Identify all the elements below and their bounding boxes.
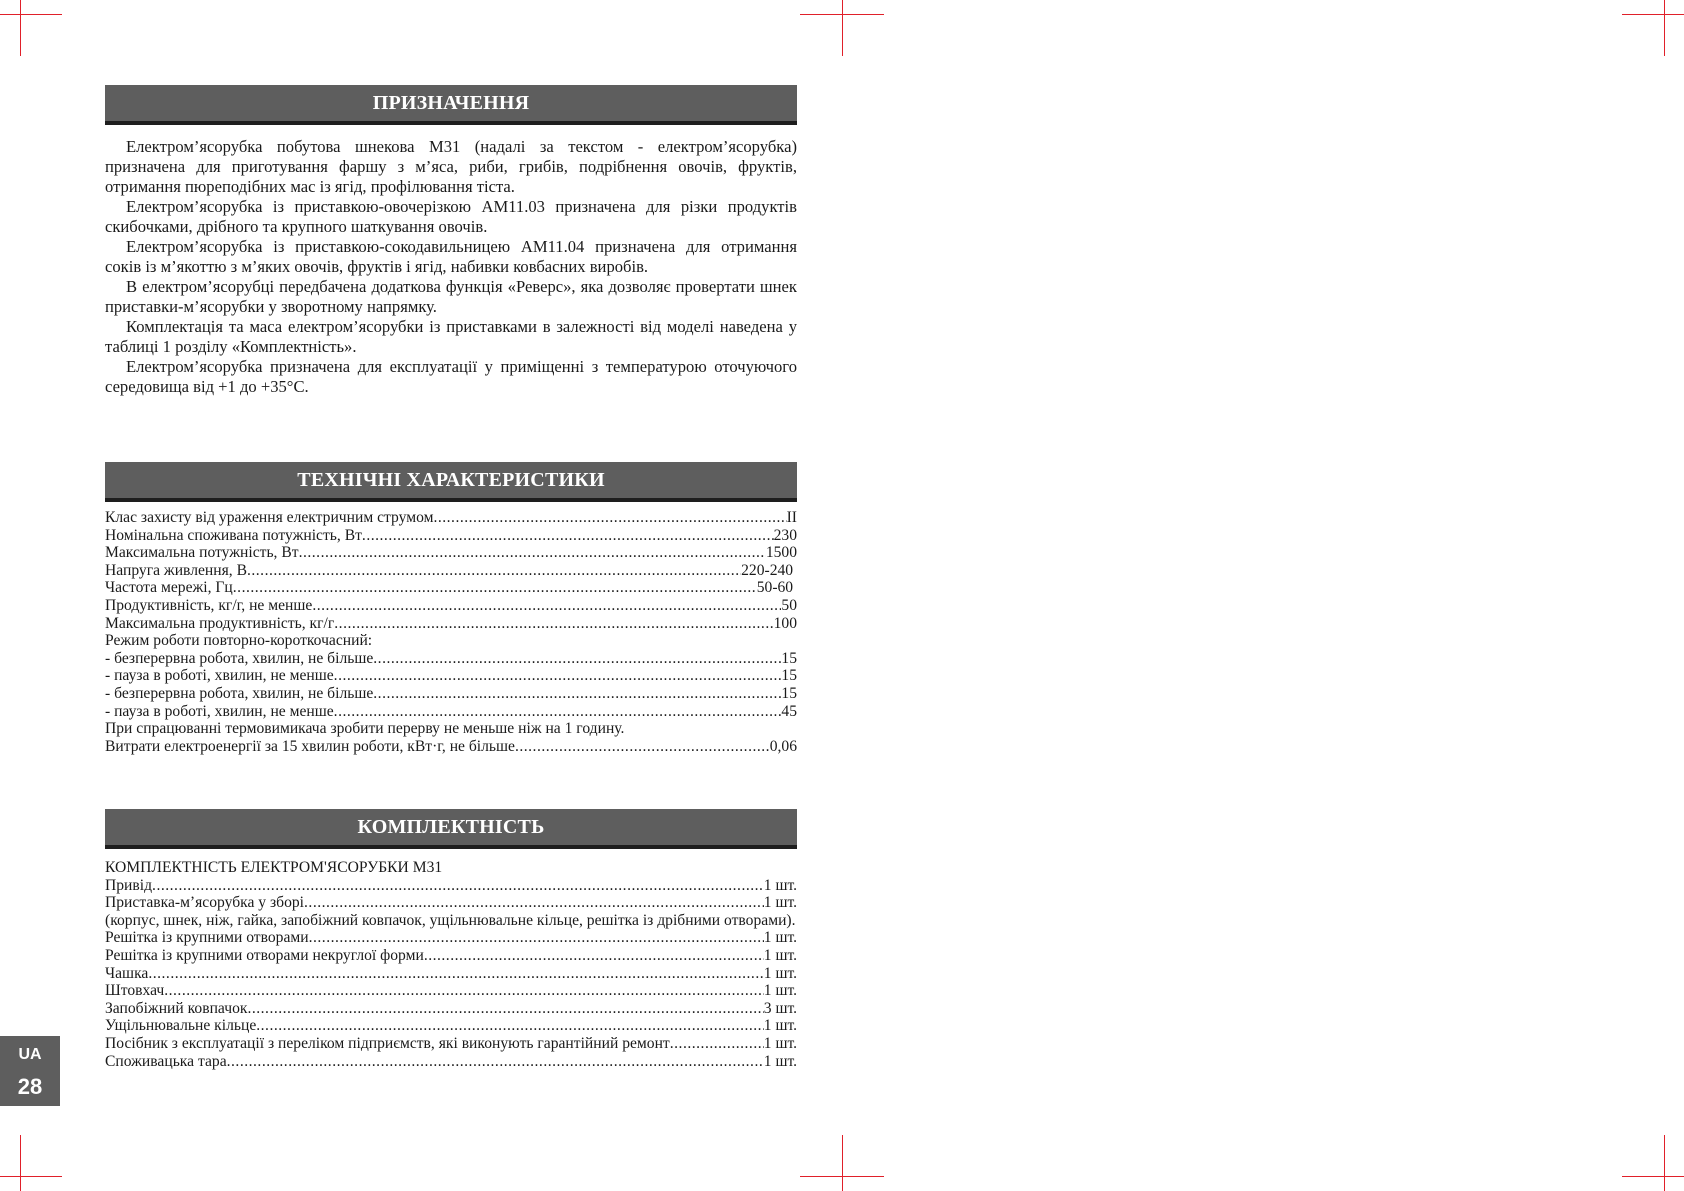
leader-dots [148, 965, 763, 983]
spec-value: 15 [781, 684, 797, 702]
leader-dots [299, 544, 766, 562]
section-header-completeness [105, 809, 797, 849]
spec-value: 50 [781, 596, 797, 614]
crop-mark [1622, 1176, 1684, 1177]
spec-value: 50-60 [756, 579, 797, 597]
item-label: Споживацька тара [105, 1052, 227, 1070]
purpose-text [105, 137, 797, 397]
spec-value: 230 [773, 526, 797, 544]
leader-dots [373, 685, 781, 703]
item-row [105, 982, 797, 1000]
leader-dots [256, 1017, 764, 1035]
item-label: Ущільнювальне кільце [105, 1017, 257, 1035]
paragraph: Електром’ясорубка із приставкою-сокодавильницею АМ11.04 призначена для отримання соків із м’якоттю з м’яких овочів, фруктів і ягід, набивки ковбасних виробів. [105, 237, 797, 276]
spec-row [105, 738, 797, 756]
item-label: Запобіжний ковпачок [105, 999, 248, 1017]
spec-row [105, 562, 797, 580]
section-title: КОМПЛЕКТНІСТЬ [357, 815, 545, 838]
spec-row [105, 685, 797, 703]
spec-label: Напруга живлення, В [105, 561, 247, 579]
leader-dots [424, 947, 764, 965]
item-qty: 1 шт. [763, 894, 797, 912]
leader-dots [152, 877, 764, 895]
leader-dots [247, 1000, 763, 1018]
spec-label: Витрати електроенергії за 15 хвилин роботи, кВт·г, не більше [105, 737, 515, 755]
crop-mark [1664, 1135, 1665, 1191]
item-row [105, 1017, 797, 1035]
language-label: UA [18, 1046, 42, 1063]
spec-value: 100 [773, 614, 797, 632]
item-label: Решітка із крупними отворами [105, 929, 309, 947]
item-row [105, 1053, 797, 1071]
item-qty: 1 шт. [763, 964, 797, 982]
spec-value: 45 [781, 702, 797, 720]
item-row [105, 894, 797, 912]
paragraph: Комплектація та маса електром’ясорубки із приставками в залежності від моделі наведена у таблиці 1 розділу «Комплектність». [105, 317, 797, 356]
leader-dots [670, 1035, 764, 1053]
spec-row [105, 650, 797, 668]
leader-dots [233, 579, 757, 597]
item-label: Штовхач [105, 982, 165, 1000]
item-label: Привід [105, 876, 153, 894]
item-qty: 3 шт. [763, 999, 797, 1017]
item-label: (корпус, шнек, ніж, гайка, запобіжний ковпачок, ущільнювальне кільце, решітка із дрібними отворами). [105, 911, 796, 929]
leader-dots [247, 562, 741, 580]
item-row [105, 929, 797, 947]
section-title: ПРИЗНАЧЕННЯ [372, 91, 530, 114]
crop-mark [842, 1135, 843, 1191]
leader-dots [334, 615, 773, 633]
leader-dots [334, 703, 782, 721]
item-label: Приставка-м’ясорубка у зборі [105, 894, 305, 912]
spec-label: Номінальна споживана потужність, Вт [105, 526, 362, 544]
spec-value: 0,06 [769, 737, 797, 755]
page-badge [0, 1036, 60, 1106]
leader-dots [362, 527, 774, 545]
item-label: Посібник з експлуатації з переліком підприємств, які виконують гарантійний ремонт [105, 1034, 670, 1052]
spec-row [105, 597, 797, 615]
completeness-list [105, 859, 797, 1070]
crop-mark [1622, 14, 1684, 15]
paragraph: В електром’ясорубці передбачена додаткова функція «Реверс», яка дозволяє провертати шнек приставки-м’ясорубки у зворотному напрямку. [105, 277, 797, 316]
paragraph: Електром’ясорубка призначена для експлуатації у приміщенні з температурою оточуючого середовища від +1 до +35°С. [105, 357, 797, 396]
section-header-specs [105, 462, 797, 502]
specs-list [105, 509, 797, 755]
spec-row [105, 544, 797, 562]
spec-label: При спрацюванні термовимикача зробити перерву не меньше ніж на 1 годину. [105, 720, 625, 738]
spec-row [105, 579, 797, 597]
spec-label: Продуктивність, кг/г, не менше [105, 596, 313, 614]
spec-label: - безперервна робота, хвилин, не більше [105, 684, 374, 702]
spec-label: Частота мережі, Гц [105, 579, 233, 597]
paragraph: Електром’ясорубка побутова шнекова М31 (надалі за текстом - електром’ясорубка) призначена для приготування фаршу з м’яса, риби, грибів, подрібнення овочів, фруктів, отримання пюреподібних мас із ягід, профілювання тіста. [105, 137, 797, 196]
item-qty: 1 шт. [763, 929, 797, 947]
section-title: ТЕХНІЧНІ ХАРАКТЕРИСТИКИ [297, 468, 605, 491]
crop-mark [20, 1135, 21, 1191]
item-label: Решітка із крупними отворами некруглої форми [105, 946, 424, 964]
leader-dots [433, 509, 786, 527]
spec-value: 15 [781, 667, 797, 685]
item-row [105, 912, 797, 930]
spec-value: 1500 [765, 544, 797, 562]
item-qty: 1 шт. [763, 1017, 797, 1035]
spec-label: - пауза в роботі, хвилин, не менше [105, 702, 334, 720]
item-row [105, 947, 797, 965]
spec-label: - пауза в роботі, хвилин, не менше [105, 667, 334, 685]
item-qty: 1 шт. [763, 876, 797, 894]
spec-label: Режим роботи повторно-короткочасний: [105, 632, 373, 650]
crop-mark [20, 0, 21, 56]
subtitle-text: КОМПЛЕКТНІСТЬ ЕЛЕКТРОМ'ЯСОРУБКИ М31 [105, 859, 443, 876]
item-row [105, 1035, 797, 1053]
item-row [105, 877, 797, 895]
leader-dots [515, 738, 770, 756]
spec-label: Клас захисту від ураження електричним струмом [105, 509, 434, 526]
item-row [105, 965, 797, 983]
crop-mark [0, 14, 62, 15]
crop-mark [1664, 0, 1665, 56]
item-label: Чашка [105, 964, 149, 982]
spec-value: 15 [781, 649, 797, 667]
page-number: 28 [17, 1074, 43, 1099]
crop-mark [842, 0, 843, 56]
spec-label: Максимальна продуктивність, кг/г [105, 614, 335, 632]
spec-row [105, 720, 797, 738]
spec-label: - безперервна робота, хвилин, не більше [105, 649, 374, 667]
spec-row [105, 615, 797, 633]
item-qty: 1 шт. [763, 946, 797, 964]
spec-row [105, 632, 797, 650]
spec-row [105, 667, 797, 685]
spec-row [105, 703, 797, 721]
spec-value: 220-240 [741, 561, 797, 579]
item-row [105, 1000, 797, 1018]
leader-dots [309, 929, 764, 947]
leader-dots [164, 982, 764, 1000]
section-header-purpose [105, 85, 797, 125]
leader-dots [227, 1053, 764, 1071]
leader-dots [304, 894, 764, 912]
spec-label: Максимальна потужність, Вт [105, 544, 299, 562]
completeness-subtitle [105, 859, 797, 877]
spec-value: II [786, 509, 797, 526]
item-qty: 1 шт. [763, 982, 797, 1000]
item-qty: 1 шт. [763, 1034, 797, 1052]
leader-dots [334, 667, 782, 685]
paragraph: Електром’ясорубка із приставкою-овочерізкою АМ11.03 призначена для різки продуктів скибочками, дрібного та крупного шаткування овочів. [105, 197, 797, 236]
spec-row [105, 509, 797, 527]
leader-dots [312, 597, 781, 615]
leader-dots [373, 650, 781, 668]
spec-row [105, 527, 797, 545]
crop-mark [0, 1176, 62, 1177]
item-qty: 1 шт. [763, 1052, 797, 1070]
